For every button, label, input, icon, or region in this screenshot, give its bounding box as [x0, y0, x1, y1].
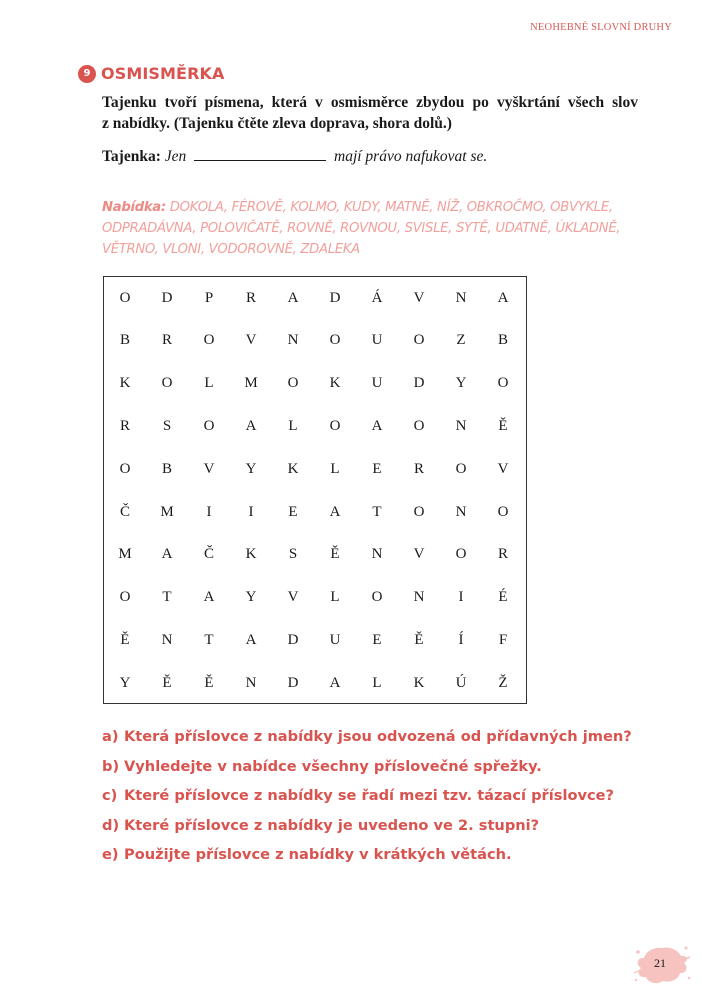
grid-cell[interactable]: N: [287, 332, 299, 349]
task-instruction: [102, 92, 638, 134]
grid-cell[interactable]: O: [119, 460, 131, 477]
grid-cell[interactable]: V: [245, 332, 257, 349]
grid-cell[interactable]: D: [161, 289, 173, 306]
grid-cell[interactable]: Y: [245, 460, 257, 477]
grid-cell[interactable]: N: [245, 674, 257, 691]
grid-cell[interactable]: I: [458, 589, 464, 606]
offer-text-1: DOKOLA, FÉROVĚ, KOLMO, KUDY, MATNĚ, NÍŽ, OBKROČMO, OBVYKLE,: [165, 200, 613, 215]
question-text: Která příslovce z nabídky jsou odvozená od přídavných jmen?: [124, 728, 632, 745]
grid-cell[interactable]: O: [455, 546, 467, 563]
answer-line: [102, 147, 487, 166]
grid-cell[interactable]: D: [413, 375, 425, 392]
page-number-area: [632, 940, 692, 990]
grid-cell[interactable]: Á: [371, 289, 383, 306]
grid-cell[interactable]: O: [455, 460, 467, 477]
grid-cell[interactable]: O: [287, 375, 299, 392]
grid-cell[interactable]: T: [162, 589, 172, 606]
question-marker: d): [102, 816, 120, 834]
grid-cell[interactable]: O: [413, 332, 425, 349]
grid-cell[interactable]: M: [118, 546, 132, 563]
grid-cell[interactable]: Ě: [120, 631, 130, 648]
grid-cell[interactable]: Ě: [414, 631, 424, 648]
question-item: [102, 728, 632, 758]
grid-cell[interactable]: Z: [456, 332, 466, 349]
grid-cell[interactable]: O: [203, 332, 215, 349]
grid-cell[interactable]: T: [204, 631, 214, 648]
offer-line-2: ODPRADÁVNA, POLOVIČATĚ, ROVNĚ, ROVNOU, SVISLE, SYTĚ, UDATNĚ, ÚKLADNĚ,: [102, 221, 621, 236]
grid-cell[interactable]: A: [203, 589, 215, 606]
task-number-badge: 9: [78, 65, 96, 83]
running-head: NEOHEBNÉ SLOVNÍ DRUHY: [530, 22, 672, 33]
grid-cell[interactable]: M: [160, 503, 174, 520]
grid-cell[interactable]: A: [245, 417, 257, 434]
grid-cell[interactable]: O: [161, 375, 173, 392]
grid-cell[interactable]: K: [329, 375, 341, 392]
word-search-grid: [103, 276, 527, 704]
grid-cell[interactable]: V: [203, 460, 215, 477]
answer-suffix: mají právo nafukovat se.: [334, 148, 488, 165]
grid-cell[interactable]: É: [498, 589, 508, 606]
offer-line-3: VĚTRNO, VLONI, VODOROVNĚ, ZDALEKA: [102, 242, 360, 257]
grid-cell[interactable]: Í: [458, 631, 464, 648]
grid-cell[interactable]: O: [329, 332, 341, 349]
grid-cell[interactable]: Č: [119, 503, 130, 520]
page-number: 21: [654, 956, 666, 970]
grid-cell[interactable]: O: [203, 417, 215, 434]
answer-blank[interactable]: [194, 147, 326, 161]
task-header: [78, 64, 224, 83]
grid-cell[interactable]: R: [119, 417, 130, 434]
grid-cell[interactable]: N: [161, 631, 173, 648]
grid-cell[interactable]: L: [204, 375, 214, 392]
grid-cell[interactable]: O: [497, 375, 509, 392]
grid-cell[interactable]: Y: [455, 375, 467, 392]
grid-cell[interactable]: Ú: [455, 674, 467, 691]
grid-cell[interactable]: K: [245, 546, 257, 563]
instruction-line-2: z nabídky. (Tajenku čtěte zleva doprava, shora dolů.): [102, 115, 452, 132]
grid-cell[interactable]: R: [497, 546, 508, 563]
grid-cell[interactable]: D: [287, 631, 299, 648]
question-marker: c): [102, 787, 118, 804]
grid-cell[interactable]: L: [330, 460, 340, 477]
grid-cell[interactable]: O: [497, 503, 509, 520]
grid-cell[interactable]: B: [161, 460, 172, 477]
offer-label: Nabídka:: [102, 200, 166, 215]
grid-cell[interactable]: N: [455, 503, 467, 520]
grid-cell[interactable]: Ě: [330, 546, 340, 563]
question-item: [102, 846, 632, 876]
grid-cell[interactable]: L: [288, 417, 298, 434]
question-text: Vyhledejte v nabídce všechny příslovečné spřežky.: [124, 757, 542, 775]
grid-cell[interactable]: Ě: [162, 674, 172, 691]
grid-cell[interactable]: R: [161, 332, 172, 349]
grid-cell[interactable]: E: [372, 631, 382, 648]
grid-cell[interactable]: O: [119, 289, 131, 306]
grid-cell[interactable]: Y: [245, 589, 257, 606]
question-text: Použijte příslovce z nabídky v krátkých větách.: [124, 846, 512, 863]
grid-cell[interactable]: U: [329, 631, 341, 648]
question-text: Které příslovce z nabídky je uvedeno ve 2. stupni?: [124, 816, 540, 834]
question-marker: e): [102, 846, 119, 863]
question-list: [102, 728, 632, 876]
grid-cell[interactable]: V: [413, 546, 425, 563]
grid-cell[interactable]: K: [119, 375, 131, 392]
grid-cell[interactable]: A: [329, 674, 341, 691]
grid-cell[interactable]: Č: [203, 546, 214, 563]
grid-cell[interactable]: V: [413, 289, 425, 306]
grid-cell[interactable]: O: [119, 589, 131, 606]
grid-cell[interactable]: L: [330, 589, 340, 606]
answer-label: Tajenka:: [102, 148, 161, 165]
grid-cell[interactable]: A: [329, 503, 341, 520]
question-item: [102, 787, 632, 817]
grid-cell[interactable]: E: [372, 460, 382, 477]
grid-cell[interactable]: T: [372, 503, 382, 520]
grid-cell[interactable]: V: [497, 460, 509, 477]
question-marker: b): [102, 757, 120, 775]
question-item: [102, 817, 632, 847]
grid-cell[interactable]: M: [244, 375, 258, 392]
grid-cell[interactable]: K: [413, 674, 425, 691]
grid-cell[interactable]: D: [329, 289, 341, 306]
grid-cell[interactable]: Ě: [498, 417, 508, 434]
question-text: Které příslovce z nabídky se řadí mezi tzv. tázací příslovce?: [124, 787, 614, 804]
grid-cell[interactable]: S: [162, 417, 172, 434]
grid-cell[interactable]: E: [288, 503, 298, 520]
grid-cell[interactable]: S: [288, 546, 298, 563]
grid-cell[interactable]: O: [413, 417, 425, 434]
grid-cell[interactable]: L: [372, 674, 382, 691]
grid-cell[interactable]: A: [161, 546, 173, 563]
grid-cell[interactable]: I: [206, 503, 212, 520]
grid-cell[interactable]: Ě: [204, 674, 214, 691]
word-offer: [102, 197, 647, 260]
grid-cell[interactable]: I: [248, 503, 254, 520]
question-item: [102, 758, 632, 788]
grid-cell[interactable]: D: [287, 674, 299, 691]
grid-cell[interactable]: U: [371, 332, 383, 349]
grid-cell[interactable]: P: [204, 289, 214, 306]
grid-cell[interactable]: O: [413, 503, 425, 520]
grid-cell[interactable]: A: [371, 417, 383, 434]
grid-cell[interactable]: A: [287, 289, 299, 306]
grid-cell[interactable]: N: [455, 289, 467, 306]
grid-cell[interactable]: K: [287, 460, 299, 477]
grid-cell[interactable]: Y: [119, 674, 131, 691]
grid-cell[interactable]: O: [371, 589, 383, 606]
grid-cell[interactable]: B: [497, 332, 508, 349]
grid-cell[interactable]: O: [329, 417, 341, 434]
grid-cell[interactable]: N: [455, 417, 467, 434]
grid-cell[interactable]: A: [245, 631, 257, 648]
grid-cell[interactable]: U: [371, 375, 383, 392]
grid-cell[interactable]: Ž: [498, 674, 508, 691]
task-title: OSMISMĚRKA: [101, 64, 225, 83]
grid-cell[interactable]: F: [498, 631, 508, 648]
grid-cell[interactable]: N: [371, 546, 383, 563]
grid-cell[interactable]: N: [413, 589, 425, 606]
grid-cell[interactable]: A: [497, 289, 509, 306]
grid-cell[interactable]: B: [119, 332, 130, 349]
offer-line-1: [102, 197, 647, 218]
instruction-line-1: Tajenku tvoří písmena, která v osmisměrce zbydou po vyškrtání všech slov: [102, 94, 638, 111]
question-marker: a): [102, 728, 119, 745]
answer-prefix: Jen: [164, 148, 187, 165]
grid-cell[interactable]: R: [245, 289, 256, 306]
grid-cell[interactable]: V: [287, 589, 299, 606]
grid-cell[interactable]: R: [413, 460, 424, 477]
